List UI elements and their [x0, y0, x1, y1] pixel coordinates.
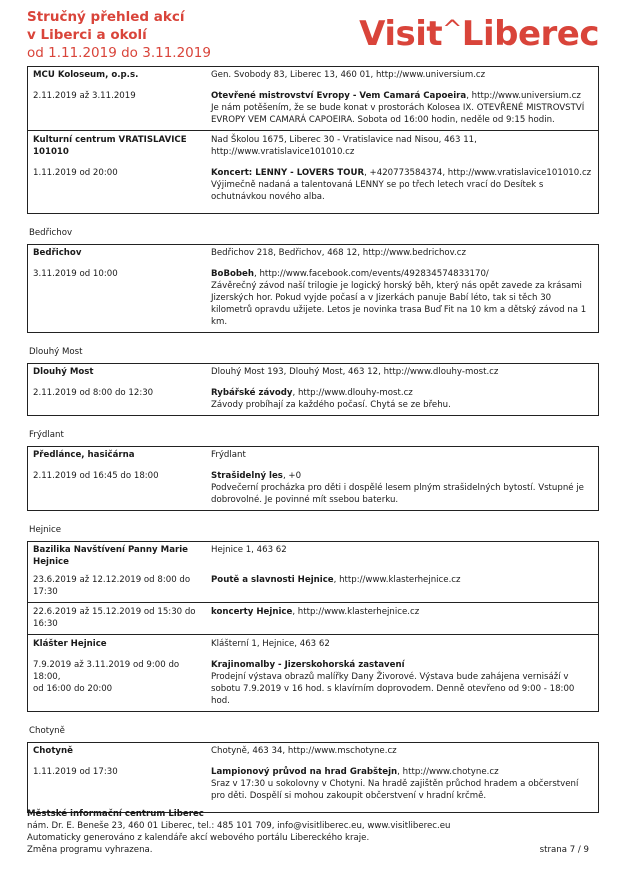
venue-box-frydlant	[27, 446, 599, 511]
venue-address: Chotyně, 463 34, http://www.mschotyne.cz	[211, 746, 397, 756]
event-title-rest: , http://www.facebook.com/events/492834574833170/	[254, 269, 489, 279]
footer-org: Městské informační centrum Liberec	[27, 809, 204, 819]
event-date: 7.9.2019 až 3.11.2019 od 9:00 do 18:00, od 16:00 do 20:00	[33, 660, 180, 694]
venue-box-liberec	[27, 66, 599, 214]
venue-address: Gen. Svobody 83, Liberec 13, 460 01, http://www.universium.cz	[211, 70, 486, 80]
event-description: Výjimečně nadaná a talentovaná LENNY se po třech letech vrací do Desítek s ochutnávkou nového alba.	[211, 180, 544, 202]
event-title-rest: , +0	[282, 471, 302, 481]
event-title: Koncert: LENNY - LOVERS TOUR	[211, 168, 365, 178]
event-title: Lampionový průvod na hrad Grabštejn	[211, 767, 398, 777]
footer-note-generated: Automaticky generováno z kalendáře akcí webového portálu Libereckého kraje.	[27, 833, 370, 843]
event-listing	[27, 66, 599, 813]
header-date-range: od 1.11.2019 do 3.11.2019	[27, 45, 211, 61]
event-title: Strašidelný les	[211, 471, 283, 481]
visit-liberec-logo	[359, 10, 599, 53]
event-row	[33, 574, 593, 598]
venue-name: Bedřichov	[33, 248, 82, 258]
venue-name: Chotyně	[33, 746, 73, 756]
event-row	[33, 167, 593, 203]
event-title-rest: , http://www.dlouhy-most.cz	[292, 388, 413, 398]
venue-address: Dlouhý Most 193, Dlouhý Most, 463 12, http://www.dlouhy-most.cz	[211, 367, 499, 377]
footer-note-changes: Změna programu vyhrazena.	[27, 845, 153, 855]
header-title-line2: v Liberci a okolí	[27, 27, 147, 43]
venue-address: Frýdlant	[211, 450, 246, 460]
event-title-rest: , http://www.klasterhejnice.cz	[292, 607, 420, 617]
venue-row	[33, 366, 593, 378]
event-date: 22.6.2019 až 15.12.2019 od 15:30 do 16:30	[33, 607, 196, 629]
event-description: Závěrečný závod naší trilogie je logický horský běh, který nás opět zavede za krásami Jizerských hor. Pokud vyjde počasí a v Jizerkách panuje Babí léto, tak si těch 30 kilometrů opravdu užijete. Letos je novinka trasa Buď Fit na 10 km a dětský závod na 1 km.	[211, 281, 587, 327]
venue-box-chotyne	[27, 742, 599, 813]
venue-name: MCU Koloseum, o.p.s.	[33, 70, 139, 80]
town-heading-frydlant: Frýdlant	[29, 430, 64, 440]
venue-row	[33, 69, 593, 81]
event-description: Sraz v 17:30 u sokolovny v Chotyni. Na hradě zajištěn průchod hradem a občerstvení pro děti. Dospělí si mohou zakoupit občerstvení v hradní krčmě.	[211, 779, 579, 801]
event-title-rest: , http://www.chotyne.cz	[397, 767, 499, 777]
footer-address: nám. Dr. E. Beneše 23, 460 01 Liberec, tel.: 485 101 709, info@visitliberec.eu, www.visitliberec.eu	[27, 821, 451, 831]
venue-name: Bazilika Navštívení Panny Marie Hejnice	[33, 545, 189, 567]
page-number: strana 7 / 9	[539, 845, 589, 855]
logo-caret-icon: ^	[442, 15, 462, 43]
event-title-rest: , +420773584374, http://www.vratislavice101010.cz	[364, 168, 592, 178]
venue-address: Bedřichov 218, Bedřichov, 468 12, http://www.bedrichov.cz	[211, 248, 467, 258]
event-description: Prodejní výstava obrazů malířky Dany Živorové. Výstava bude zahájena vernisáží v sobotu 7.9.2019 v 16 hod. s klavírním doprovodem. Denně otevřeno od 9:00 - 18:00 hod.	[211, 672, 575, 706]
venue-box-bedrichov	[27, 244, 599, 333]
town-heading-dlouhy-most: Dlouhý Most	[29, 347, 83, 357]
event-title-rest: , http://www.universium.cz	[466, 91, 581, 101]
venue-name: Předlánce, hasičárna	[33, 450, 135, 460]
event-row	[33, 659, 593, 707]
page-footer	[27, 808, 599, 856]
event-row	[33, 470, 593, 506]
venue-box-hejnice	[27, 541, 599, 712]
logo-text-liberec: Liberec	[461, 14, 599, 54]
venue-row	[33, 449, 593, 461]
event-row	[33, 766, 593, 802]
event-title: Rybářské závody	[211, 388, 293, 398]
event-title-rest: , http://www.klasterhejnice.cz	[333, 575, 461, 585]
venue-box-dlouhy-most	[27, 363, 599, 416]
event-date: 23.6.2019 až 12.12.2019 od 8:00 do 17:30	[33, 575, 191, 597]
event-title: Otevřené mistrovství Evropy - Vem Camará Capoeira	[211, 91, 467, 101]
event-title: Poutě a slavnosti Hejnice	[211, 575, 334, 585]
venue-name: Kulturní centrum VRATISLAVICE 101010	[33, 135, 187, 157]
venue-address: Nad Školou 1675, Liberec 30 - Vratislavice nad Nisou, 463 11, http://www.vratislavice101010.cz	[211, 135, 477, 157]
event-date: 1.11.2019 od 17:30	[33, 767, 118, 777]
header-title-line1: Stručný přehled akcí	[27, 9, 185, 25]
event-description: Podvečerní procházka pro děti i dospělé lesem plným strašidelných bytostí. Vstupné je dobrovolné. Je povinné mít ssebou baterku.	[211, 483, 584, 505]
event-date: 1.11.2019 od 20:00	[33, 168, 118, 178]
event-date: 2.11.2019 od 16:45 do 18:00	[33, 471, 159, 481]
event-row	[33, 387, 593, 411]
venue-row	[33, 134, 593, 158]
venue-row	[33, 247, 593, 259]
venue-row	[33, 745, 593, 757]
venue-row	[33, 544, 593, 568]
town-heading-chotyne: Chotyně	[29, 726, 65, 736]
logo-text-visit: Visit	[359, 14, 443, 54]
event-row	[33, 606, 593, 630]
venue-address: Hejnice 1, 463 62	[211, 545, 287, 555]
event-title: Krajinomalby - Jizerskohorská zastavení	[211, 660, 405, 670]
venue-name: Klášter Hejnice	[33, 639, 107, 649]
event-row	[33, 268, 593, 328]
event-date: 2.11.2019 až 3.11.2019	[33, 91, 136, 101]
venue-name: Dlouhý Most	[33, 367, 94, 377]
event-date: 2.11.2019 od 8:00 do 12:30	[33, 388, 154, 398]
town-heading-hejnice: Hejnice	[29, 525, 61, 535]
town-heading-bedrichov: Bedřichov	[29, 228, 73, 238]
venue-row	[33, 638, 593, 650]
event-title: koncerty Hejnice	[211, 607, 293, 617]
event-description: Je nám potěšením, že se bude konat v prostorách Kolosea IX. OTEVŘENÉ MISTROVSTVÍ EVROPY VEM CAMARÁ CAPOEIRA. Sobota od 16:00 hodin, neděle od 9:15 hodin.	[211, 103, 585, 125]
page-header	[27, 8, 599, 66]
venue-address: Klášterní 1, Hejnice, 463 62	[211, 639, 330, 649]
event-title: BoBobeh	[211, 269, 255, 279]
event-row	[33, 90, 593, 126]
event-date: 3.11.2019 od 10:00	[33, 269, 118, 279]
event-description: Závody probíhají za každého počasí. Chytá se ze břehu.	[211, 400, 451, 410]
